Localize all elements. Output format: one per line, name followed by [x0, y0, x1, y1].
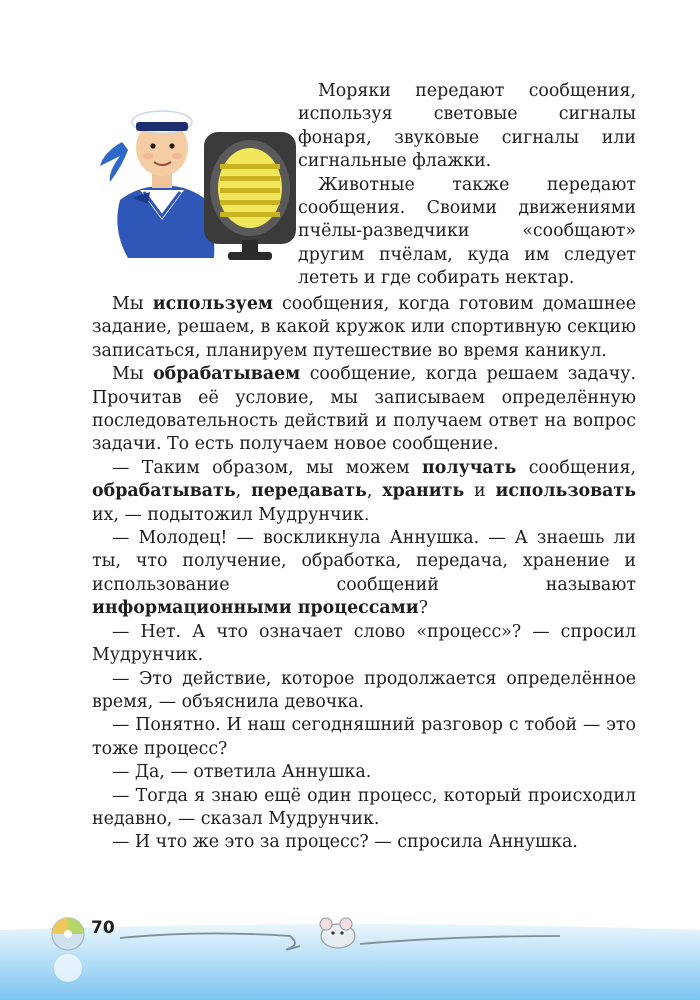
bold-term: информационными процессами — [92, 598, 419, 619]
text-run: — Нет. А что означает слово «процесс»? — спросил Мудрунчик. — [92, 621, 636, 666]
text-run: — Таким образом, мы можем — [112, 457, 422, 478]
bold-term: обрабатывать — [92, 481, 236, 502]
text-run: сообщение, когда решаем задачу. Прочитав её условие, мы записываем определённую последовательность действий и получаем ответ на вопрос задачи. То есть получаем новое сообщение. — [92, 364, 636, 455]
text-run: Мы — [112, 364, 154, 385]
text-run: сообщения, когда готовим домашнее задание, решаем, в какой кружок или спортивную секцию записаться, планируем путешествие во время каникул. — [92, 294, 636, 361]
text-run: — Тогда я знаю ещё один процесс, который происходил недавно, — сказал Мудрунчик. — [92, 785, 636, 829]
bold-term: хранить — [382, 481, 465, 502]
paragraph — [92, 761, 636, 784]
text-run: ? — [418, 598, 428, 619]
paragraph — [92, 714, 636, 761]
paragraph — [298, 80, 636, 174]
paragraph — [92, 457, 636, 527]
paragraph — [92, 831, 636, 854]
footer-band — [0, 900, 700, 1000]
bold-term: использовать — [495, 481, 636, 502]
text-run: Животные также передают сообщения. Своими движениями пчёлы-разведчики «сообщают» другим пчёлам, куда им следует лететь и где собирать нектар. — [298, 174, 636, 289]
text-run: их, — подытожил Мудрунчик. — [92, 504, 370, 525]
bold-term: передавать — [251, 481, 367, 502]
text-run: , — [235, 481, 252, 502]
text-run: — Молодец! — воскликнула Аннушка. — А знаешь ли ты, что получение, обработка, передача, хранение и использование сообщений называют — [92, 528, 636, 595]
page-number: 70 — [91, 918, 115, 938]
text-run: — Да, — ответила Аннушка. — [112, 762, 372, 783]
intro-text — [298, 80, 636, 291]
sailor-with-signal-lamp — [92, 80, 302, 265]
text-run: и — [464, 481, 496, 502]
paragraph — [92, 293, 636, 363]
main-text — [92, 293, 636, 855]
text-run: — Это действие, которое продолжается определённое время, — объяснила девочка. — [92, 668, 636, 712]
paragraph — [92, 785, 636, 832]
text-run: — И что же это за процесс? — спросила Аннушка. — [112, 832, 578, 853]
bold-term: используем — [152, 294, 273, 314]
paragraph — [92, 621, 636, 668]
text-run: — Понятно. И наш сегодняшний разговор с тобой — это тоже процесс? — [92, 715, 636, 759]
paragraph — [92, 527, 636, 621]
bold-term: получать — [421, 457, 517, 478]
paragraph — [92, 363, 636, 457]
text-run: Моряки передают сообщения, используя световые сигналы фонаря, звуковые сигналы или сигнальные флажки. — [298, 81, 636, 172]
mouse-icon — [320, 918, 355, 948]
paragraph — [298, 174, 636, 291]
text-run: сообщения, — [516, 457, 636, 478]
text-run: Мы — [112, 294, 153, 314]
paragraph — [92, 668, 636, 715]
bold-term: обрабатываем — [153, 364, 301, 385]
text-run: , — [366, 481, 383, 502]
